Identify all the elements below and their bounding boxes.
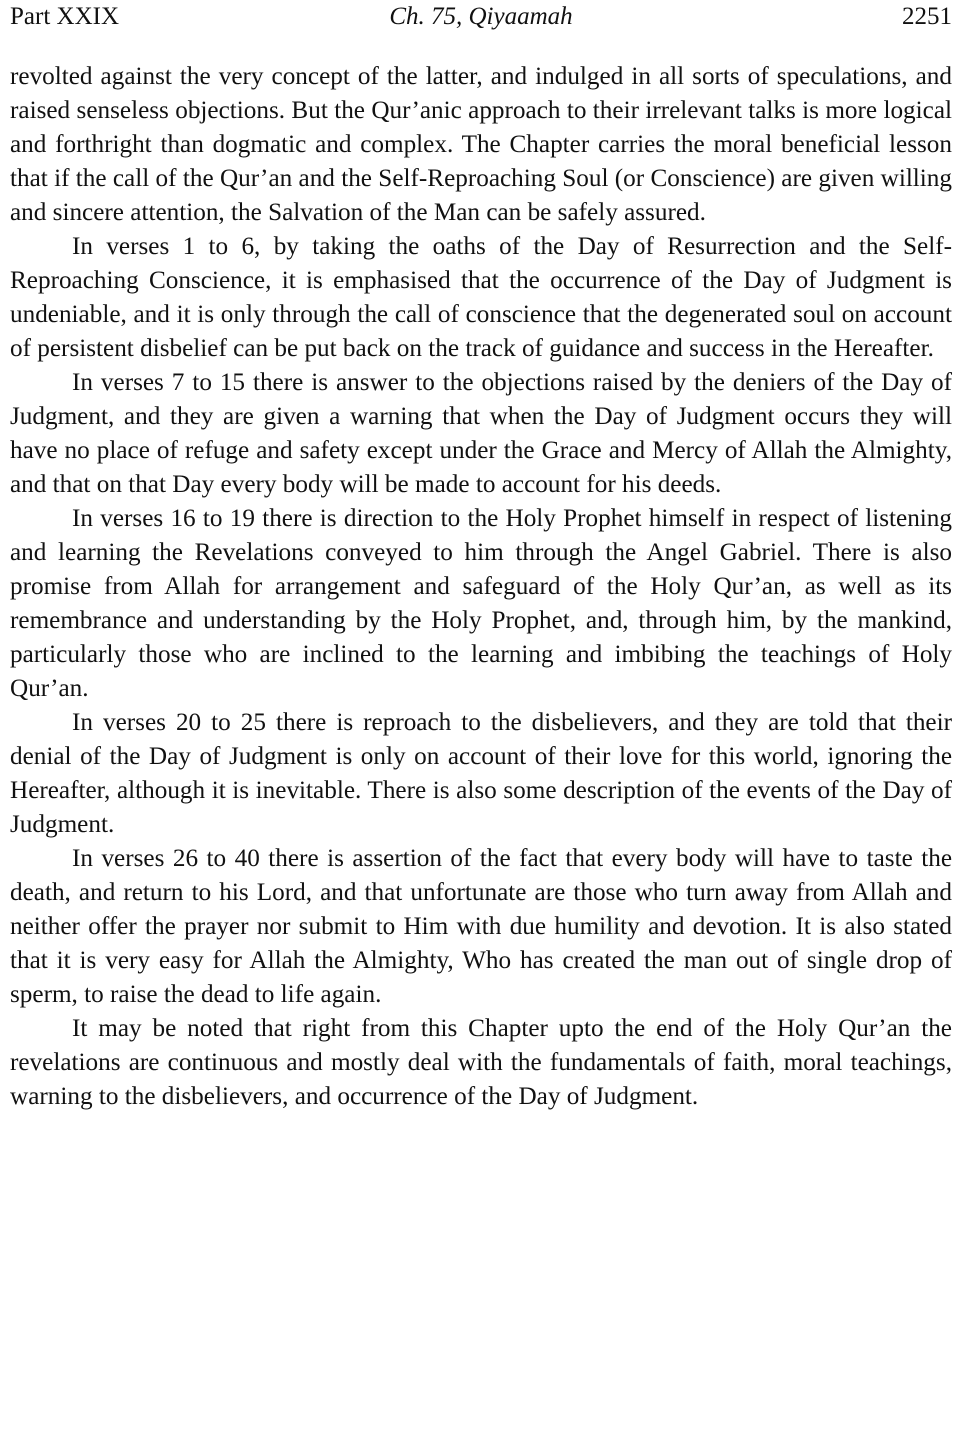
running-header: [10, 0, 952, 40]
paragraph-verses-7-15: In verses 7 to 15 there is answer to the objections raised by the deniers of the Day of Judgment, and they are given a warning that when the Day of Judgment occurs they will have no place of refuge and safety except under the Grace and Mercy of Allah the Almighty, and that on that Day every body will be made to account for his deeds.: [10, 369, 952, 498]
chapter-title: Ch. 75, Qiyaamah: [389, 3, 573, 30]
body-text: [10, 60, 952, 1114]
page-number: 2251: [902, 3, 952, 30]
paragraph-verses-1-6: In verses 1 to 6, by taking the oaths of the Day of Resurrection and the Self-Reproaching Conscience, it is emphasised that the occurrence of the Day of Judgment is undeniable, and it is only through the call of conscience that the degenerated soul on account of persistent disbelief can be put back on the track of guidance and success in the Hereafter.: [10, 233, 952, 362]
part-label: Part XXIX: [10, 3, 120, 30]
paragraph-continuation: revolted against the very concept of the latter, and indulged in all sorts of speculations, and raised senseless objections. But the Qur’anic approach to their irrelevant talks is more logical and forthright than dogmatic and complex. The Chapter carries the moral beneficial lesson that if the call of the Qur’an and the Self-Reproaching Soul (or Conscience) are given willing and sincere attention, the Salvation of the Man can be safely assured.: [10, 63, 952, 226]
paragraph-verses-20-25: In verses 20 to 25 there is reproach to the disbelievers, and they are told that their denial of the Day of Judgment is only on account of their love for this world, ignoring the Hereafter, although it is inevitable. There is also some description of the events of the Day of Judgment.: [10, 709, 952, 838]
paragraph-closing-note: It may be noted that right from this Chapter upto the end of the Holy Qur’an the revelations are continuous and mostly deal with the fundamentals of faith, moral teachings, warning to the disbelievers, and occurrence of the Day of Judgment.: [10, 1015, 952, 1110]
paragraph-verses-16-19: In verses 16 to 19 there is direction to the Holy Prophet himself in respect of listening and learning the Revelations conveyed to him through the Angel Gabriel. There is also promise from Allah for arrangement and safeguard of the Holy Qur’an, as well as its remembrance and understanding by the Holy Prophet, and, through him, by the mankind, particularly those who are inclined to the learning and imbibing the teachings of Holy Qur’an.: [10, 505, 952, 702]
paragraph-verses-26-40: In verses 26 to 40 there is assertion of the fact that every body will have to taste the death, and return to his Lord, and that unfortunate are those who turn away from Allah and neither offer the prayer nor submit to Him with due humility and devotion. It is also stated that it is very easy for Allah the Almighty, Who has created the man out of single drop of sperm, to raise the dead to life again.: [10, 845, 952, 1008]
book-page: [10, 0, 952, 1114]
